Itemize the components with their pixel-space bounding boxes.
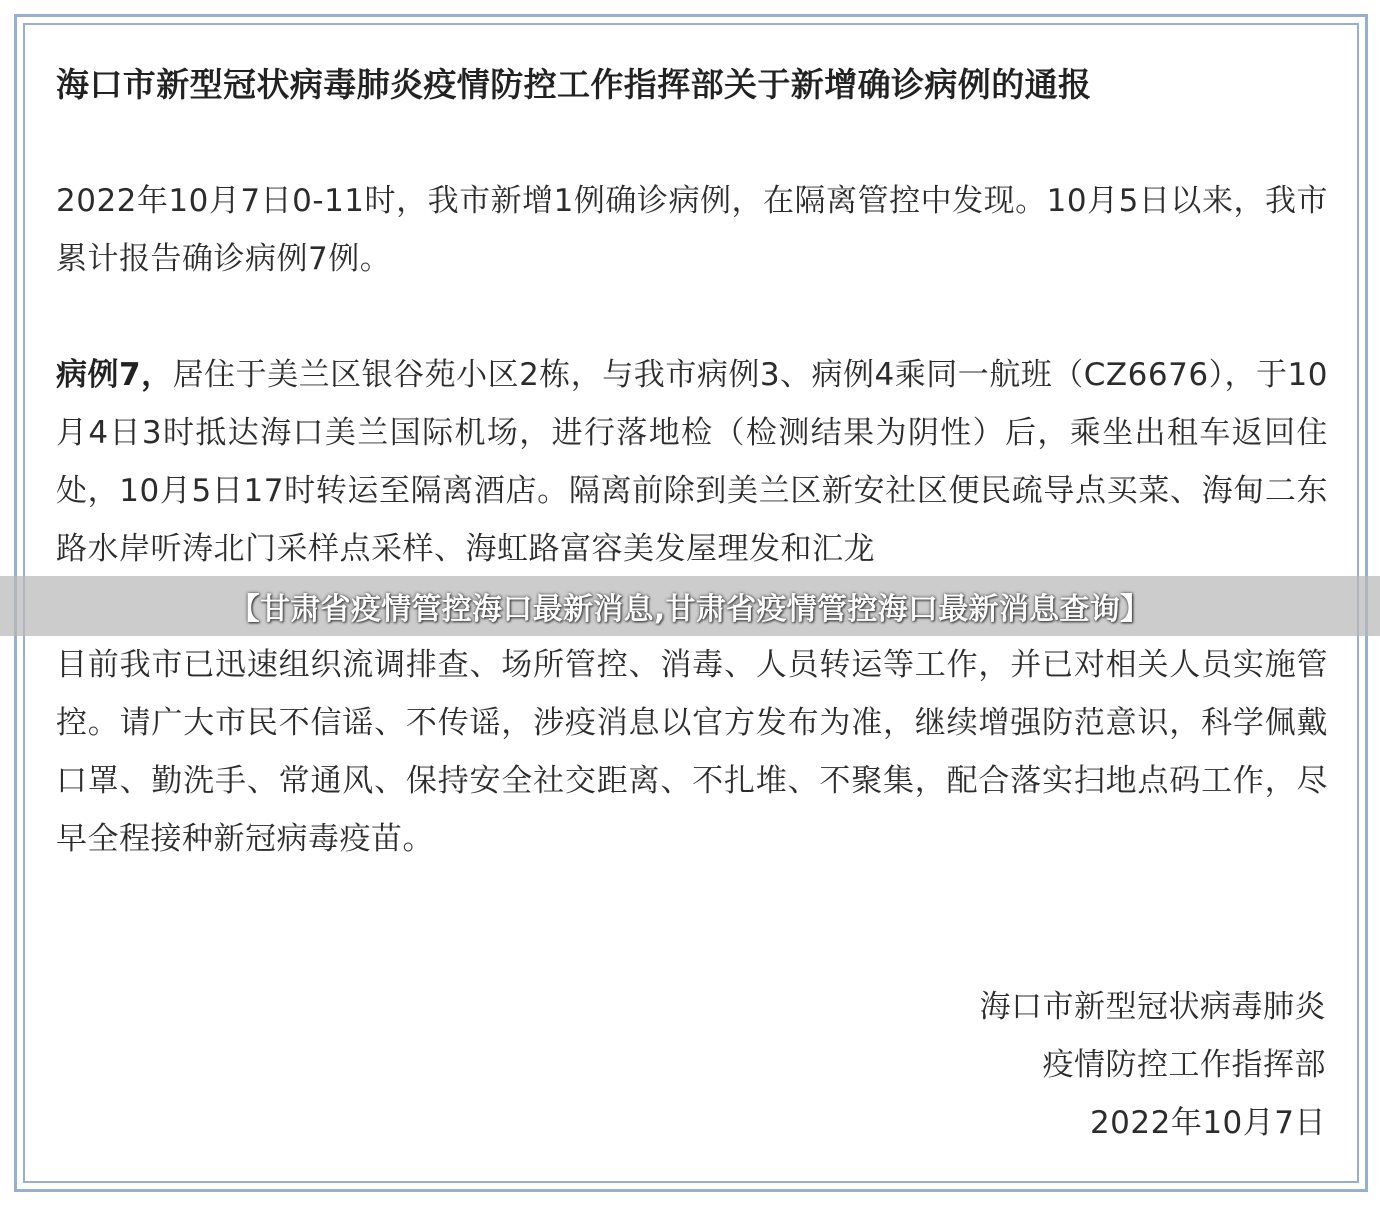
paragraph-summary: 2022年10月7日0-11时，我市新增1例确诊病例，在隔离管控中发现。10月5日以来，我市累计报告确诊病例7例。 [56,183,1328,277]
overlay-banner [0,576,1380,636]
paragraph-case-details [56,346,1328,578]
signature-date: 2022年10月7日 [1089,1105,1326,1141]
paragraph-measures: 目前我市已迅速组织流调排查、场所管控、消毒、人员转运等工作，并已对相关人员实施管控。请广大市民不信谣、不传谣，涉疫消息以官方发布为准，继续增强防范意识，科学佩戴口罩、勤洗手、常通风、保持安全社交距离、不扎堆、不聚集，配合落实扫地点码工作，尽早全程接种新冠病毒疫苗。 [56,647,1328,857]
case-details-text: 居住于美兰区银谷苑小区2栋，与我市病例3、病例4乘同一航班（CZ6676），于10月4日3时抵达海口美兰国际机场，进行落地检（检测结果为阴性）后，乘坐出租车返回住处，10月5日17时转运至隔离酒店。隔离前除到美兰区新安社区便民疏导点买菜、海甸二东路水岸听涛北门采样点采样、海虹路富容美发屋理发和汇龙 [56,357,1328,567]
notice-document [56,56,1328,868]
overlay-banner-text: 【甘肃省疫情管控海口最新消息,甘肃省疫情管控海口最新消息查询】 [229,592,1151,627]
signature-block [980,978,1327,1152]
document-title: 海口市新型冠状病毒肺炎疫情防控工作指挥部关于新增确诊病例的通报 [56,65,1092,104]
signature-org-line2: 疫情防控工作指挥部 [1042,1047,1326,1083]
signature-org-line1: 海口市新型冠状病毒肺炎 [979,989,1326,1025]
case-label: 病例7， [56,357,173,393]
